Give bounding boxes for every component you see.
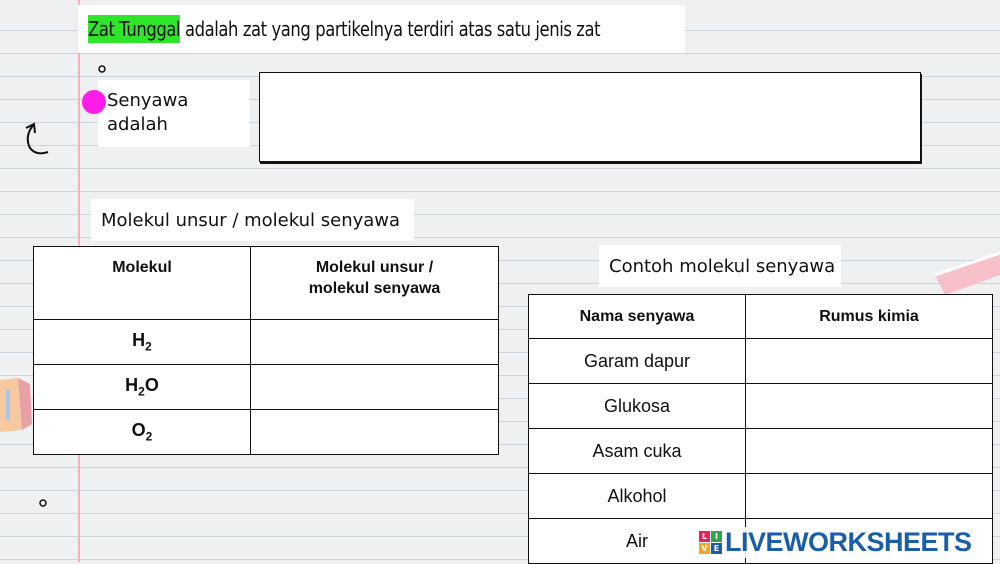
header-line2: molekul senyawa: [308, 280, 441, 297]
table-header-row: [34, 247, 499, 320]
table-row: [529, 339, 993, 384]
definition-label: [107, 89, 188, 137]
formula-base: O: [131, 420, 146, 441]
pink-dot-marker: [82, 90, 106, 114]
logo-square: I: [711, 531, 722, 542]
section2-title: Contoh molekul senyawa: [599, 245, 841, 287]
table-header-row: [529, 295, 993, 339]
table-row: [34, 365, 499, 410]
table-row: [529, 384, 993, 429]
compound-name-cell: Glukosa: [529, 384, 746, 429]
header-rumus-kimia: Rumus kimia: [746, 295, 993, 339]
formula-base: H: [132, 330, 146, 351]
formula-cell: [34, 410, 251, 455]
definition-label-card: [98, 80, 250, 147]
table-row: [529, 474, 993, 519]
header-line1: Molekul unsur /: [315, 259, 434, 276]
formula-subscript: 2: [138, 384, 145, 399]
formula-answer-cell[interactable]: [746, 339, 993, 384]
header-molekul: Molekul: [34, 247, 251, 320]
formula-tail: O: [144, 375, 159, 396]
answer-cell[interactable]: [251, 410, 499, 455]
formula-subscript: 2: [145, 429, 153, 444]
logo-square: V: [699, 543, 710, 554]
compound-table: [528, 294, 993, 564]
title-rest: adalah zat yang partikelnya terdiri atas satu jenis zat: [180, 17, 601, 41]
curved-arrow-icon: [22, 120, 52, 160]
small-circle-icon: [38, 498, 48, 508]
formula-answer-cell[interactable]: [746, 384, 993, 429]
molecule-table: [33, 246, 499, 455]
compound-name-cell: Alkohol: [529, 474, 746, 519]
answer-cell[interactable]: [251, 365, 499, 410]
title-card: [78, 5, 685, 53]
formula-cell: [34, 365, 251, 410]
answer-cell[interactable]: [251, 320, 499, 365]
definition-label-line1: Senyawa: [107, 90, 189, 111]
small-circle-icon: [97, 64, 107, 74]
compound-name-cell: Asam cuka: [529, 429, 746, 474]
compound-name-cell: Air: [529, 519, 746, 564]
logo-square: E: [711, 543, 722, 554]
table-row: [529, 429, 993, 474]
title-text: [88, 17, 600, 41]
logo-square: L: [699, 531, 710, 542]
header-nama-senyawa: Nama senyawa: [529, 295, 746, 339]
formula-base: H: [125, 375, 139, 396]
formula-subscript: 2: [145, 339, 152, 354]
formula-answer-cell[interactable]: [746, 474, 993, 519]
logo-squares-icon: [699, 531, 722, 554]
formula-cell: [34, 320, 251, 365]
table-row: [34, 410, 499, 455]
definition-label-line2: adalah: [107, 114, 168, 135]
section1-title: Molekul unsur / molekul senyawa: [91, 199, 414, 241]
logo-text: LIVEWORKSHEETS: [725, 527, 972, 557]
header-molekul-unsur: [251, 247, 499, 320]
title-highlight: Zat Tunggal: [88, 17, 181, 41]
liveworksheets-logo[interactable]: [696, 527, 975, 558]
definition-answer-box[interactable]: [259, 72, 921, 162]
formula-answer-cell[interactable]: [746, 429, 993, 474]
compound-name-cell: Garam dapur: [529, 339, 746, 384]
table-row: [34, 320, 499, 365]
